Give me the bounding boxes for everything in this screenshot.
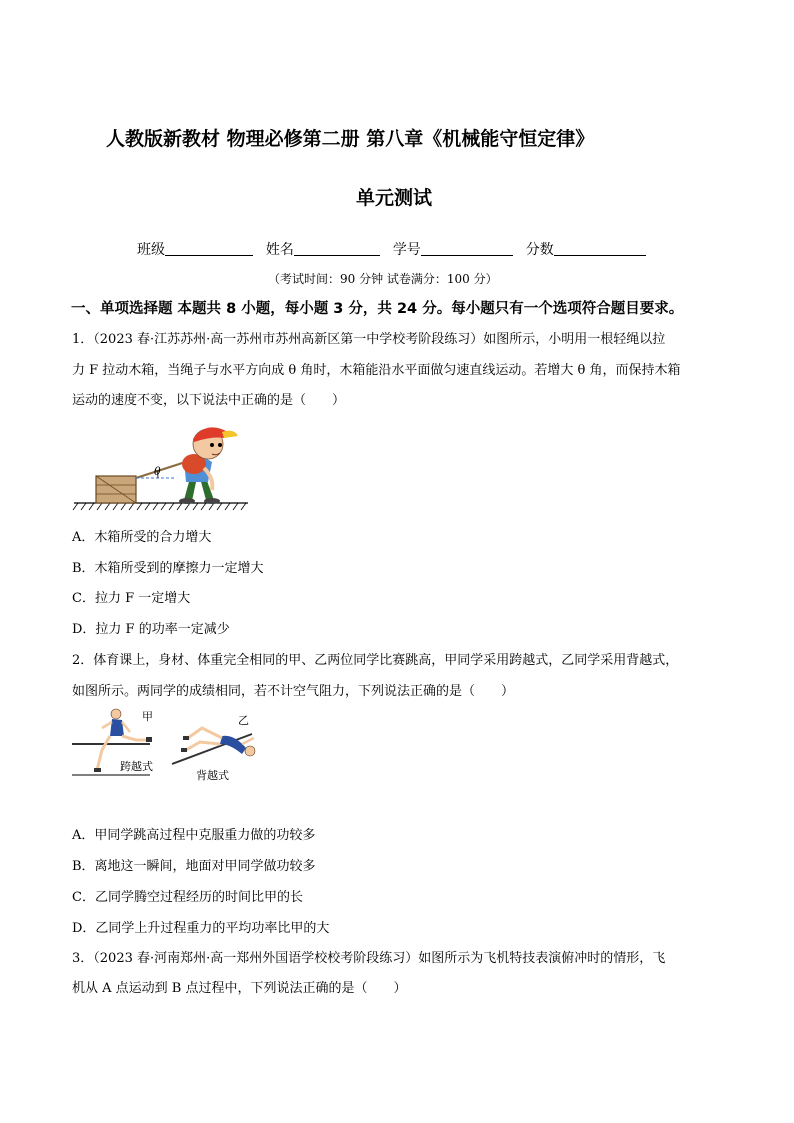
id-blank xyxy=(421,241,513,256)
right-tag: 乙 xyxy=(238,714,249,727)
q1-option-a: A．木箱所受的合力增大 xyxy=(72,530,212,545)
name-blank xyxy=(294,241,380,256)
q2-option-b: B．离地这一瞬间，地面对甲同学做功较多 xyxy=(72,859,316,874)
boy-figure xyxy=(179,427,238,504)
q1-figure xyxy=(72,412,256,512)
q2-line2: 如图所示。两同学的成绩相同，若不计空气阻力，下列说法正确的是（ ） xyxy=(72,684,515,699)
q2-figure xyxy=(72,704,272,784)
section-heading: 一、单项选择题 本题共 8 小题，每小题 3 分，共 24 分。每小题只有一个选项符合题目要求。 xyxy=(71,301,684,317)
q1-option-b: B．木箱所受到的摩擦力一定增大 xyxy=(72,561,264,576)
q2-option-c: C．乙同学腾空过程经历的时间比甲的长 xyxy=(72,890,303,905)
q1-line1: 1．（2023 春·江苏苏州·高一苏州市苏州高新区第一中学校考阶段练习）如图所示，小明用一根轻绳以拉 xyxy=(72,332,666,347)
q3-line1: 3．（2023 春·河南郑州·高一郑州外国语学校校考阶段练习）如图所示为飞机特技表演俯冲时的情形，飞 xyxy=(72,951,666,966)
q3-line2: 机从 A 点运动到 B 点过程中，下列说法正确的是（ ） xyxy=(72,981,407,996)
q2-line1: 2．体育课上，身材、体重完全相同的甲、乙两位同学比赛跳高，甲同学采用跨越式，乙同学采用背越式， xyxy=(72,653,679,668)
q1-line3: 运动的速度不变，以下说法中正确的是（ ） xyxy=(72,393,346,408)
left-tag: 甲 xyxy=(142,710,153,723)
q1-line2: 力 F 拉动木箱，当绳子与水平方向成 θ 角时，木箱能沿水平面做匀速直线运动。若增大 θ 角，而保持木箱 xyxy=(72,363,681,378)
left-caption: 跨越式 xyxy=(120,760,153,773)
q1-option-d: D．拉力 F 的功率一定减少 xyxy=(72,622,230,637)
name-label: 姓名 xyxy=(265,242,294,258)
ground-hatch xyxy=(73,503,246,510)
q2-option-d: D．乙同学上升过程重力的平均功率比甲的大 xyxy=(72,921,330,936)
angle-label: θ xyxy=(154,465,161,478)
page-title-line2: 单元测试 xyxy=(356,187,433,209)
exam-info: （考试时间：90 分钟 试卷满分：100 分） xyxy=(268,272,498,286)
score-blank xyxy=(554,241,646,256)
score-label: 分数 xyxy=(525,242,554,258)
q2-option-a: A．甲同学跳高过程中克服重力做的功较多 xyxy=(72,828,316,843)
class-label: 班级 xyxy=(137,242,165,258)
q1-option-c: C．拉力 F 一定增大 xyxy=(72,591,191,606)
right-caption: 背越式 xyxy=(196,769,229,782)
class-blank xyxy=(165,241,253,256)
flop-jumper xyxy=(181,728,255,756)
id-label: 学号 xyxy=(392,242,421,258)
page-title-line1: 人教版新教材 物理必修第二册 第八章《机械能守恒定律》 xyxy=(106,128,595,150)
info-fields xyxy=(137,239,646,259)
crate xyxy=(96,476,136,503)
